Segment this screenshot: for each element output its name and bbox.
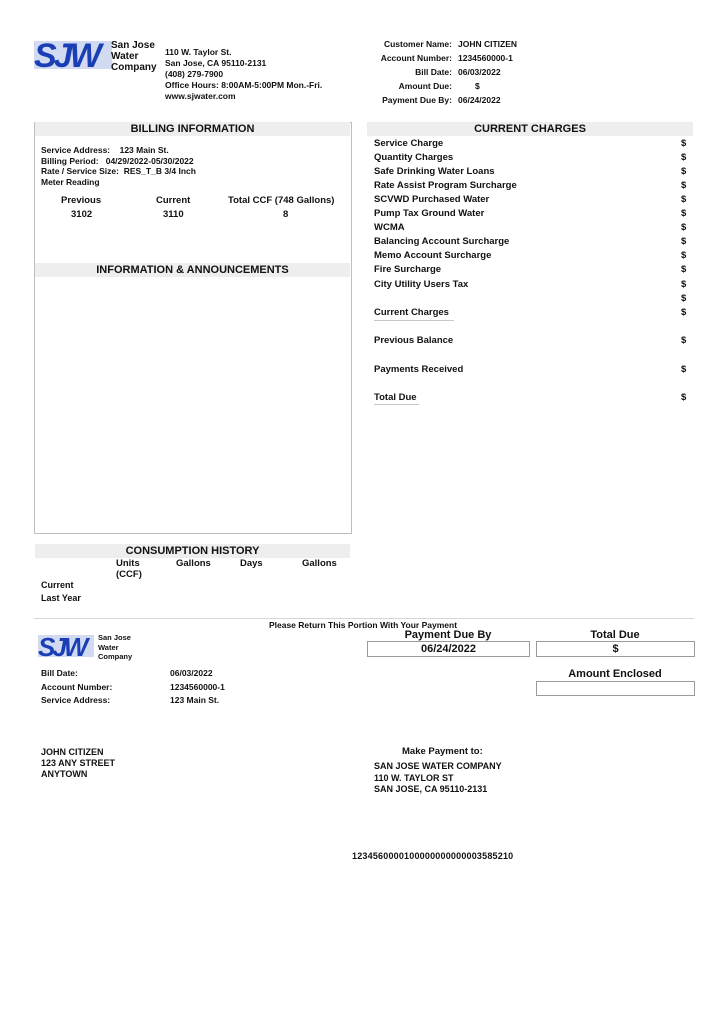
customer-name-value: JOHN CITIZEN xyxy=(458,39,518,49)
total-due-amount: $ xyxy=(681,392,687,403)
company-phone: (408) 279-7900 xyxy=(165,69,224,79)
consumption-title: CONSUMPTION HISTORY xyxy=(35,544,350,558)
payee-street: 110 W. TAYLOR ST xyxy=(374,772,454,783)
stub-account-number-value: 1234560000-1 xyxy=(170,682,225,692)
charge-label-9: Fire Surcharge xyxy=(374,264,442,275)
charge-amount-4: $ xyxy=(681,194,687,205)
charge-amount-7: $ xyxy=(681,236,687,247)
charge-label-3: Rate Assist Program Surcharge xyxy=(374,180,517,191)
payee-address xyxy=(374,761,502,796)
charge-amount-5: $ xyxy=(681,208,687,219)
charge-amount-2: $ xyxy=(681,166,687,177)
total-due-underline xyxy=(374,404,419,405)
charge-amount-0: $ xyxy=(681,138,687,149)
charge-amount-1: $ xyxy=(681,152,687,163)
consumption-col-gallons-per-day: Gallons xyxy=(302,558,337,569)
company-address-line1: 110 W. Taylor St. xyxy=(165,47,232,57)
stub-service-address-value: 123 Main St. xyxy=(170,695,220,705)
total-due-label: Total Due xyxy=(374,392,417,403)
customer-street: 123 ANY STREET xyxy=(41,758,116,768)
amount-due-value: $ xyxy=(475,81,480,91)
meter-total-value: 8 xyxy=(283,209,289,220)
payment-scanline: 1234560000100000000000003585210 xyxy=(352,851,514,861)
stub-account-number-label: Account Number: xyxy=(41,682,113,692)
consumption-col-units: Units (CCF) xyxy=(116,558,142,580)
billing-period-label: Billing Period: xyxy=(41,155,99,166)
company-website: www.sjwater.com xyxy=(165,91,236,101)
payments-received-label: Payments Received xyxy=(374,364,464,375)
company-address-line2: San Jose, CA 95110-2131 xyxy=(165,58,267,68)
stub-total-due-value: $ xyxy=(612,643,619,655)
customer-mailing-address xyxy=(41,747,115,780)
charge-amount-6: $ xyxy=(681,222,687,233)
previous-balance-label: Previous Balance xyxy=(374,335,454,346)
consumption-col-gallons: Gallons xyxy=(176,558,211,569)
charge-amount-8: $ xyxy=(681,250,687,261)
previous-balance-amount: $ xyxy=(681,335,687,346)
current-charges-underline xyxy=(374,320,454,321)
stub-service-address-label: Service Address: xyxy=(41,695,111,705)
account-number-value: 1234560000-1 xyxy=(458,53,513,63)
charge-label-0: Service Charge xyxy=(374,138,444,149)
charge-label-6: WCMA xyxy=(374,222,405,233)
company-name-line3: Company xyxy=(111,62,157,73)
make-payment-label: Make Payment to: xyxy=(402,746,483,757)
consumption-row-current: Current xyxy=(41,580,74,590)
current-charges-amount: $ xyxy=(681,307,687,318)
info-panel-title: INFORMATION & ANNOUNCEMENTS xyxy=(35,263,350,277)
stub-company-name-line2: Water xyxy=(98,642,119,652)
service-address-value: 123 Main St. xyxy=(119,145,169,155)
account-number-label: Account Number: xyxy=(380,53,452,63)
stub-payment-due-box xyxy=(367,641,530,657)
company-logo xyxy=(34,37,112,73)
stub-bill-date-label: Bill Date: xyxy=(41,668,78,678)
rate-label: Rate / Service Size: xyxy=(41,166,119,176)
charge-amount-10: $ xyxy=(681,279,687,290)
payee-name: SAN JOSE WATER COMPANY xyxy=(374,761,502,771)
customer-city: ANYTOWN xyxy=(41,769,88,779)
meter-reading-label: Meter Reading xyxy=(41,176,100,187)
service-address-label: Service Address: xyxy=(41,145,111,155)
logo-text: SJW xyxy=(34,37,99,75)
stub-company-name-line3: Company xyxy=(98,652,133,661)
charge-amount-3: $ xyxy=(681,180,687,191)
consumption-row-last-year: Last Year xyxy=(41,593,81,603)
stub-logo-text: SJW xyxy=(38,632,86,662)
charge-label-4: SCVWD Purchased Water xyxy=(374,194,490,205)
customer-name-label: Customer Name: xyxy=(383,39,452,49)
company-name-line1: San Jose xyxy=(111,40,155,51)
meter-col-previous: Previous xyxy=(61,195,102,206)
company-name-block xyxy=(111,40,157,73)
rate-value: RES_T_B 3/4 Inch xyxy=(123,166,196,176)
tear-line xyxy=(34,618,694,619)
company-hours: Office Hours: 8:00AM-5:00PM Mon.-Fri. xyxy=(165,80,323,90)
payments-received-amount: $ xyxy=(681,364,687,375)
stub-company-logo xyxy=(38,632,94,660)
payee-city: SAN JOSE, CA 95110-2131 xyxy=(374,784,488,794)
stub-payment-due-label: Payment Due By xyxy=(404,629,492,641)
charge-label-7: Balancing Account Surcharge xyxy=(374,236,510,247)
payment-due-label: Payment Due By: xyxy=(382,95,452,105)
stub-payment-due-value: 06/24/2022 xyxy=(420,643,477,655)
return-notice: Please Return This Portion With Your Payment xyxy=(268,620,458,630)
charge-amount-11: $ xyxy=(681,293,687,304)
meter-current-reading: 3110 xyxy=(163,209,184,220)
billing-info-title: BILLING INFORMATION xyxy=(35,122,350,136)
stub-total-due-box xyxy=(536,641,695,657)
stub-company-name-line1: San Jose xyxy=(98,633,131,642)
bill-date-label: Bill Date: xyxy=(415,67,452,77)
amount-due-label: Amount Due: xyxy=(398,81,452,91)
current-charges-title: CURRENT CHARGES xyxy=(367,122,693,136)
stub-bill-date-value: 06/03/2022 xyxy=(170,668,213,678)
charge-label-10: City Utility Users Tax xyxy=(374,279,469,290)
stub-company-name-block xyxy=(98,633,132,662)
meter-col-current: Current xyxy=(156,195,191,206)
stub-total-due-label: Total Due xyxy=(590,629,640,641)
consumption-col-days: Days xyxy=(240,558,263,569)
charge-label-2: Safe Drinking Water Loans xyxy=(374,166,495,177)
billing-details xyxy=(41,145,196,187)
bill-date-value: 06/03/2022 xyxy=(458,67,501,77)
company-name-line2: Water xyxy=(111,51,139,62)
charge-label-8: Memo Account Surcharge xyxy=(374,250,492,261)
meter-previous-reading: 3102 xyxy=(71,209,93,220)
company-contact-block xyxy=(165,47,322,102)
payment-due-value: 06/24/2022 xyxy=(458,95,501,105)
current-charges-label: Current Charges xyxy=(374,307,449,318)
charge-amount-9: $ xyxy=(681,264,687,275)
charge-label-5: Pump Tax Ground Water xyxy=(374,208,485,219)
billing-period-value: 04/29/2022-05/30/2022 xyxy=(105,155,194,166)
stub-amount-enclosed-label: Amount Enclosed xyxy=(568,668,662,680)
customer-name: JOHN CITIZEN xyxy=(41,747,104,757)
amount-enclosed-input[interactable] xyxy=(536,681,695,696)
charge-label-1: Quantity Charges xyxy=(374,152,454,163)
meter-col-total: Total CCF (748 Gallons) xyxy=(228,195,335,206)
